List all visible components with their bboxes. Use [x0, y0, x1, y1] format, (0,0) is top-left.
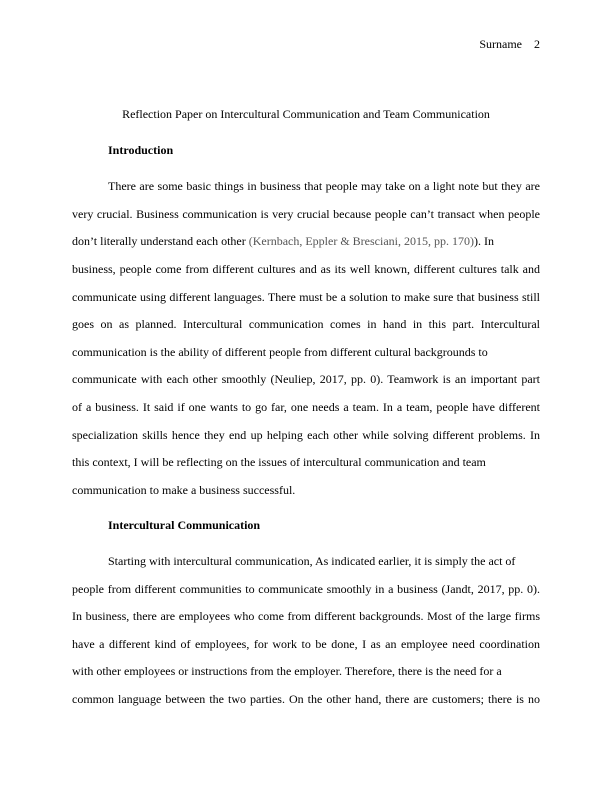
paragraph-line: There are some basic things in business that people may take on a light note but they are	[108, 179, 540, 193]
paragraph-line: very crucial. Business communication is very crucial because people can’t transact when people	[72, 207, 540, 221]
paragraph-line: goes on as planned. Intercultural communication comes in hand in this part. Intercultural	[72, 317, 540, 331]
paragraph-line: common language between the two parties. On the other hand, there are customers; there is no	[72, 692, 540, 706]
paragraph-line: communication is the ability of different people from different cultural backgrounds to	[72, 345, 488, 359]
paragraph-line: communicate with each other smoothly (Neuliep, 2017, pp. 0). Teamwork is an important part	[72, 372, 540, 386]
paragraph-line-with-citation	[72, 234, 494, 248]
paragraph-line: communicate using different languages. There must be a solution to make sure that business still	[72, 290, 540, 304]
header-surname: Surname	[479, 37, 522, 51]
running-header	[479, 37, 540, 51]
section-heading-introduction: Introduction	[108, 143, 174, 157]
paragraph-line: Starting with intercultural communication, As indicated earlier, it is simply the act of	[108, 554, 516, 568]
paragraph-line: specialization skills hence they end up helping each other while solving different problems. In	[72, 428, 540, 442]
paragraph-line: have a different kind of employees, for work to be done, I as an employee need coordination	[72, 637, 540, 651]
paragraph-line: communication to make a business successful.	[72, 483, 296, 497]
paragraph-line: with other employees or instructions from the employer. Therefore, there is the need for a	[72, 664, 502, 678]
paper-title: Reflection Paper on Intercultural Communication and Team Communication	[122, 107, 490, 121]
page-number: 2	[534, 37, 540, 51]
paragraph-line: In business, there are employees who come from different backgrounds. Most of the large firms	[72, 609, 540, 623]
citation-trail-text: ). In	[474, 234, 494, 248]
paragraph-line: this context, I will be reflecting on the issues of intercultural communication and team	[72, 455, 486, 469]
citation: (Kernbach, Eppler & Bresciani, 2015, pp. 170)	[248, 234, 474, 248]
paragraph-line: business, people come from different cultures and as its well known, different cultures talk and	[72, 262, 540, 276]
citation-lead-text: don’t literally understand each other	[72, 234, 249, 248]
section-heading-intercultural-communication: Intercultural Communication	[108, 518, 261, 532]
paragraph-line: of a business. It said if one wants to go far, one needs a team. In a team, people have different	[72, 400, 540, 414]
paragraph-line: people from different communities to communicate smoothly in a business (Jandt, 2017, pp. 0).	[72, 582, 540, 596]
